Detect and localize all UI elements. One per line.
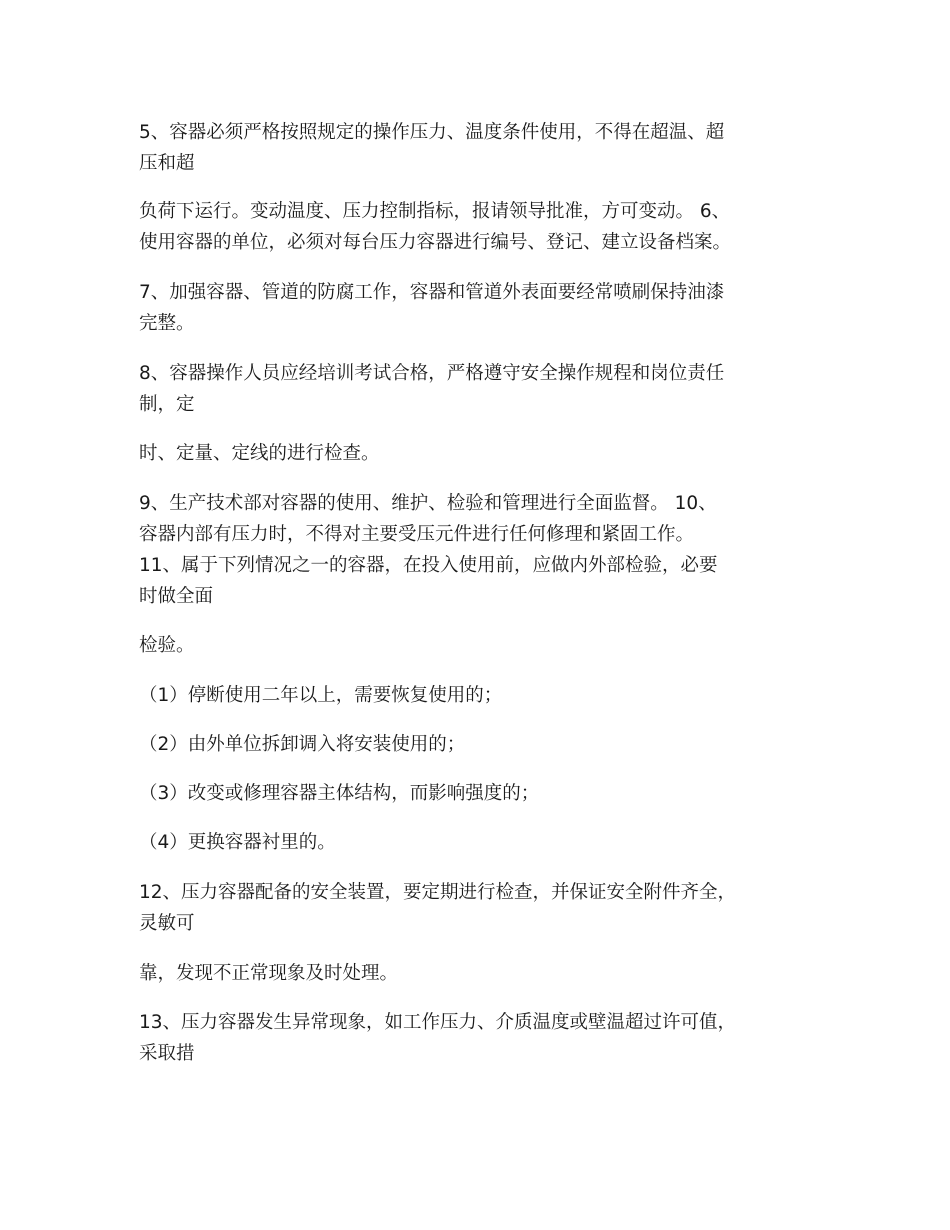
text-line: 制，定 [139,394,195,415]
text-line: 11、属于下列情况之一的容器，在投入使用前，应做内外部检验，必要 [139,555,718,576]
paragraph-item-11-cont [139,630,811,661]
paragraph-item-12-cont [139,958,811,989]
text-line: 13、压力容器发生异常现象，如工作压力、介质温度或壁温超过许可值， [139,1012,737,1033]
text-line: 采取措 [139,1043,195,1064]
paragraph-item-12 [139,877,811,939]
text-line: 负荷下运行。变动温度、压力控制指标，报请领导批准，方可变动。 6、 [139,201,731,222]
text-line: 12、压力容器配备的安全装置，要定期进行检查，并保证安全附件齐全， [139,882,737,903]
text-line: 5、容器必须严格按照规定的操作压力、温度条件使用，不得在超温、超 [139,122,725,143]
paragraph-item-8 [139,358,811,420]
text-line: 灵敏可 [139,913,195,934]
text-line: 7、加强容器、管道的防腐工作，容器和管道外表面要经常喷刷保持油漆 [139,282,725,303]
text-line: 靠，发现不正常现象及时处理。 [139,963,399,984]
text-line: 容器内部有压力时，不得对主要受压元件进行任何修理和紧固工作。 [139,524,695,545]
list-item-1 [139,680,811,711]
text-line: 压和超 [139,153,195,174]
text-line: （3）改变或修理容器主体结构，而影响强度的； [139,783,540,804]
text-line: 8、容器操作人员应经培训考试合格，严格遵守安全操作规程和岗位责任 [139,363,725,384]
text-line: 9、生产技术部对容器的使用、维护、检验和管理进行全面监督。 10、 [139,493,717,514]
paragraph-item-5-6 [139,196,811,258]
text-line: 时做全面 [139,586,214,607]
text-line: （1）停断使用二年以上，需要恢复使用的； [139,685,503,706]
text-line: 时、定量、定线的进行检查。 [139,443,380,464]
text-line: 检验。 [139,635,195,656]
paragraph-item-13 [139,1007,811,1069]
paragraph-item-9-11 [139,488,811,612]
list-item-4 [139,827,811,858]
text-line: 使用容器的单位，必须对每台压力容器进行编号、登记、建立设备档案。 [139,232,732,253]
paragraph-item-5 [139,117,811,179]
text-line: 完整。 [139,313,195,334]
text-line: （4）更换容器衬里的。 [139,832,336,853]
list-item-3 [139,778,811,809]
text-line: （2）由外单位拆卸调入将安装使用的； [139,734,466,755]
paragraph-item-7 [139,277,811,339]
paragraph-item-8-cont [139,438,811,469]
list-item-2 [139,729,811,760]
